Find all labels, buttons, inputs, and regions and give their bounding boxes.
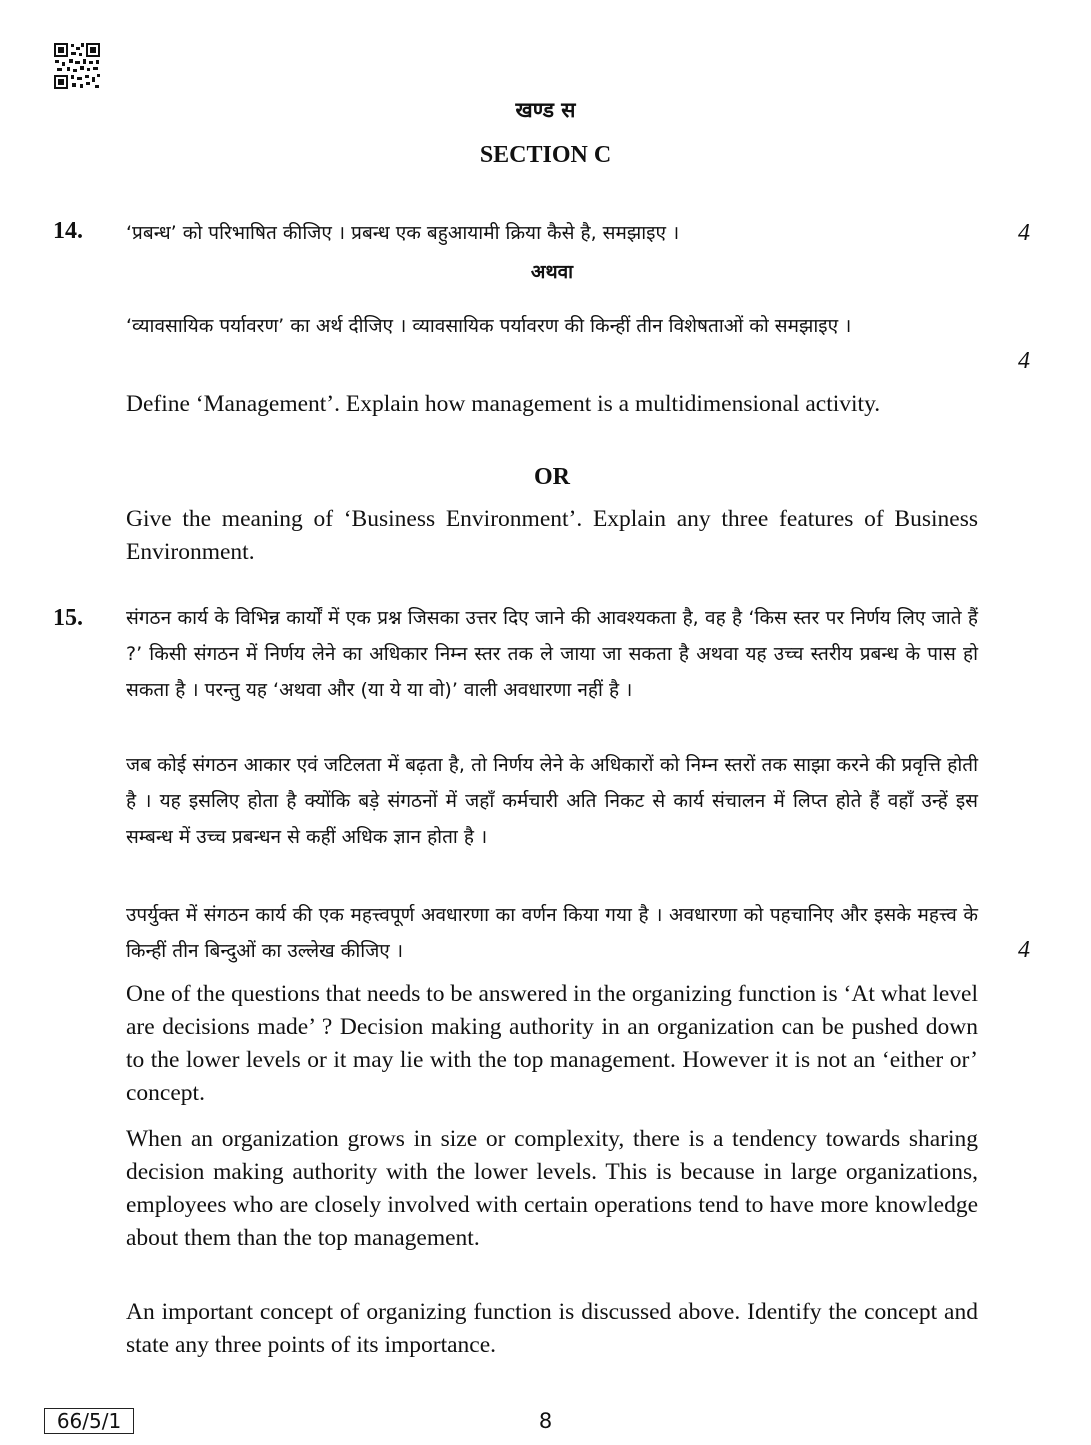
question-15-number: 15. — [53, 605, 83, 631]
q15-marks: 4 — [1018, 937, 1030, 963]
q14-hindi-question: ‘प्रबन्ध’ को परिभाषित कीजिए । प्रबन्ध एक बहुआयामी क्रिया कैसे है, समझाइए । — [126, 222, 680, 244]
q14-or-english: OR — [534, 464, 570, 490]
q15-english-paragraph-2: When an organization grows in size or complexity, there is a tendency towards sharing decision making authority with the lower levels. This is because in large organizations, employees who are closely involved with certain operations tend to have more knowledge about them than the top management. — [126, 1126, 978, 1251]
q14-alt-marks: 4 — [1018, 348, 1030, 374]
q15-hindi-paragraph-3: उपर्युक्त में संगठन कार्य की एक महत्त्वपूर्ण अवधारणा का वर्णन किया गया है । अवधारणा को पहचानिए और इसके महत्त्व के किन्हीं तीन बिन्दुओं का उल्लेख कीजिए । — [126, 904, 978, 962]
q15-english-paragraph-3: An important concept of organizing function is discussed above. Identify the concept and state any three points of its importance. — [126, 1299, 978, 1358]
paper-code: 66/5/1 — [44, 1408, 134, 1434]
question-14-number: 14. — [53, 218, 83, 244]
section-title-hindi: खण्ड स — [515, 97, 576, 122]
q14-or-hindi: अथवा — [530, 261, 574, 283]
section-title-english: SECTION C — [479, 142, 612, 168]
q15-hindi-paragraph-2: जब कोई संगठन आकार एवं जटिलता में बढ़ता है, तो निर्णय लेने के अधिकारों को निम्न स्तरों तक साझा करने की प्रवृत्ति होती है । यह इसलिए होता है क्योंकि बड़े संगठनों में जहाँ कर्मचारी अति निकट से कार्य संचालन में लिप्त होते हैं वहाँ उन्हें इस सम्बन्ध में उच्च प्रबन्धन से कहीं अधिक ज्ञान होता है । — [126, 754, 978, 848]
q14-english-alternative: Give the meaning of ‘Business Environment’. Explain any three features of Business Environment. — [126, 506, 978, 565]
q15-english-paragraph-1: One of the questions that needs to be answered in the organizing function is ‘At what level are decisions made’ ? Decision making authority in an organization can be pushed down to the lower levels or it may lie with the top management. However it is not an ‘either or’ concept. — [126, 981, 978, 1106]
q15-hindi-paragraph-1: संगठन कार्य के विभिन्न कार्यों में एक प्रश्न जिसका उत्तर दिए जाने की आवश्यकता है, वह है ‘किस स्तर पर निर्णय लिए जाते हैं ?’ किसी संगठन में निर्णय लेने का अधिकार निम्न स्तर तक ले जाया जा सकता है अथवा यह उच्च स्तरीय प्रबन्ध के पास हो सकता है । परन्तु यह ‘अथवा और (या ये या वो)’ वाली अवधारणा नहीं है । — [126, 607, 978, 701]
page-number: 8 — [538, 1409, 553, 1433]
qr-code — [53, 42, 101, 90]
q14-english-question: Define ‘Management’. Explain how management is a multidimensional activity. — [126, 391, 881, 417]
q14-marks: 4 — [1018, 220, 1030, 246]
q14-hindi-alternative: ‘व्यावसायिक पर्यावरण’ का अर्थ दीजिए । व्यावसायिक पर्यावरण की किन्हीं तीन विशेषताओं को समझाइए । — [126, 315, 852, 337]
